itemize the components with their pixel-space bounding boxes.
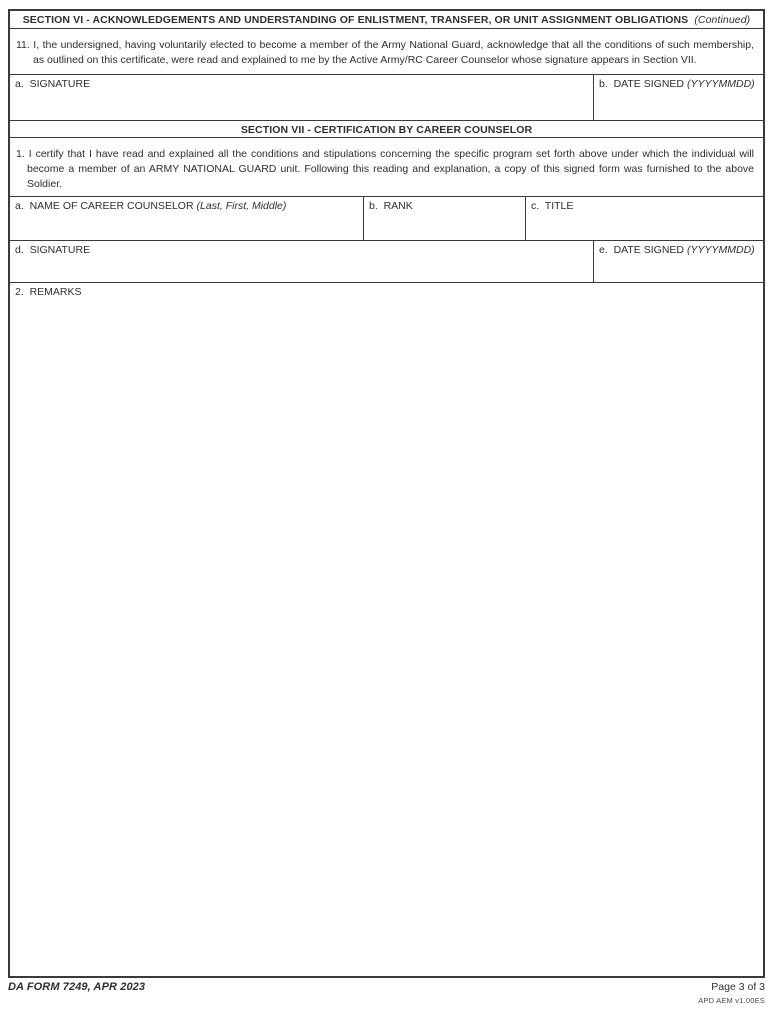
soldier-date-signed-value[interactable] (599, 90, 759, 96)
counselor-title-value[interactable] (531, 212, 759, 218)
item-11-text: 11. I, the undersigned, having voluntarily elected to become a member of the Army National Guard, acknowledge that all the conditions of such membership, as outlined on this certificate, were read and explained to me by the Active Army/RC Career Counselor whose signature appears in Section VII. (16, 39, 754, 66)
remarks-value[interactable] (15, 298, 759, 974)
section-vi-header (10, 11, 763, 29)
page-footer (8, 981, 765, 1005)
counselor-title-field[interactable] (525, 197, 763, 240)
counselor-name-value[interactable] (15, 212, 359, 218)
section-vi-title-continued: (Continued) (694, 14, 751, 26)
section-vii-title: SECTION VII - CERTIFICATION BY CAREER COUNSELOR (240, 124, 533, 136)
counselor-date-signed-field[interactable] (593, 241, 763, 282)
section-vii-header (10, 121, 763, 138)
remarks-field[interactable] (10, 283, 763, 976)
soldier-signature-label: a. SIGNATURE (15, 78, 91, 90)
counselor-name-label: a. NAME OF CAREER COUNSELOR (Last, First, Middle) (15, 200, 287, 212)
counselor-title-label: c. TITLE (531, 200, 574, 212)
soldier-signature-row (10, 75, 763, 121)
form-version: APD AEM v1.00ES (698, 996, 765, 1005)
counselor-signature-value[interactable] (15, 256, 589, 262)
counselor-name-field[interactable] (10, 197, 363, 240)
counselor-signature-row (10, 241, 763, 283)
section-vi-item-11 (10, 29, 763, 75)
soldier-date-signed-field[interactable] (593, 75, 763, 120)
soldier-date-format: (YYYYMMDD) (687, 78, 755, 90)
counselor-date-format: (YYYYMMDD) (687, 244, 755, 256)
counselor-rank-field[interactable] (363, 197, 525, 240)
form-number: DA FORM 7249, APR 2023 (8, 981, 146, 993)
section-vii-item-1 (10, 138, 763, 197)
section-vi-title: SECTION VI - ACKNOWLEDGEMENTS AND UNDERSTANDING OF ENLISTMENT, TRANSFER, OR UNIT ASSIGNMENT OBLIGATIONS (22, 14, 689, 26)
counselor-name-format: (Last, First, Middle) (196, 200, 287, 212)
soldier-signature-value[interactable] (15, 90, 589, 96)
item-1-text: 1. I certify that I have read and explained all the conditions and stipulations concerning the specific program set forth above under which the individual will become a member of an ARMY NATIONAL GUARD unit. Following this reading and explanation, a copy of this signed form was furnished to the above Soldier. (16, 148, 754, 190)
counselor-rank-label: b. RANK (369, 200, 413, 212)
counselor-rank-value[interactable] (369, 212, 521, 218)
counselor-signature-field[interactable] (10, 241, 593, 282)
counselor-signature-label: d. SIGNATURE (15, 244, 91, 256)
soldier-signature-field[interactable] (10, 75, 593, 120)
soldier-date-signed-label: b. DATE SIGNED (YYYYMMDD) (599, 78, 755, 90)
counselor-date-signed-value[interactable] (599, 256, 759, 262)
da-form-7249-page-3 (8, 9, 765, 978)
counselor-info-row (10, 197, 763, 241)
counselor-date-signed-label: e. DATE SIGNED (YYYYMMDD) (599, 244, 755, 256)
page-indicator: Page 3 of 3 (711, 981, 765, 993)
remarks-label: 2. REMARKS (15, 286, 82, 298)
